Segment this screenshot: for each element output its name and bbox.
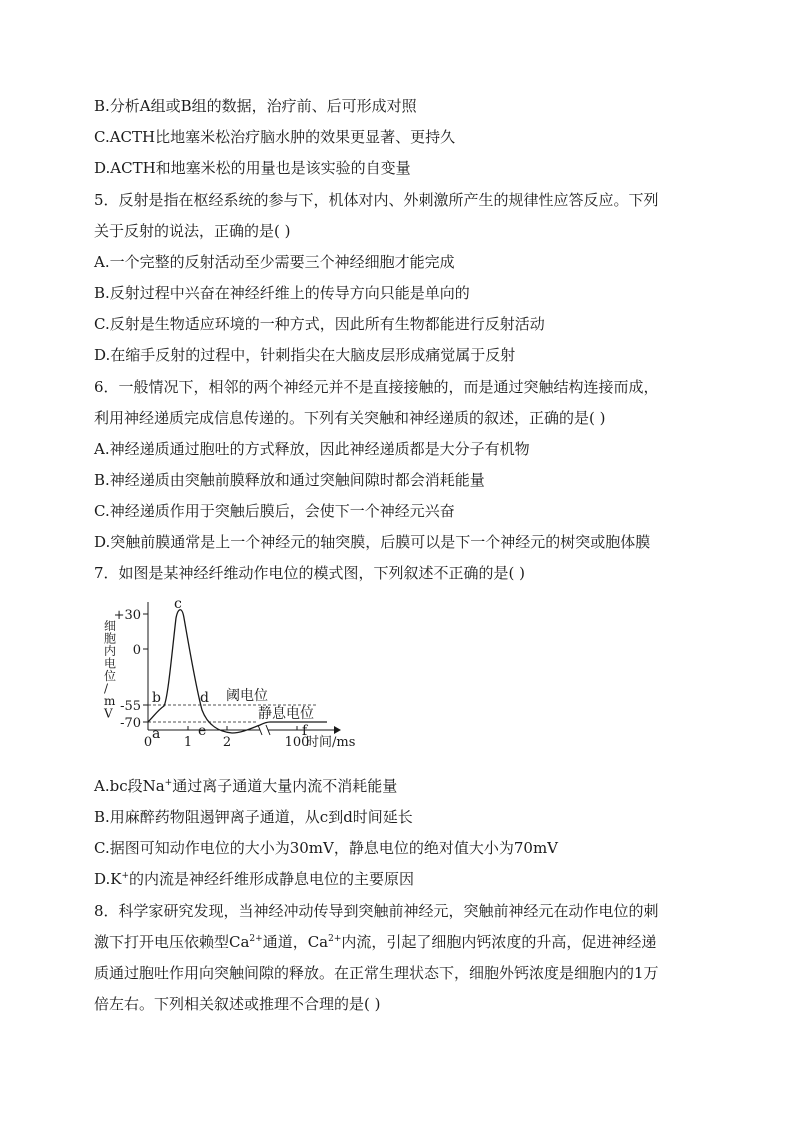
y-axis-label-char: m <box>104 694 116 708</box>
y-axis-label-char: 电 <box>104 656 117 671</box>
option-d-q4: D.ACTH和地塞米松的用量也是该实验的自变量 <box>94 159 411 177</box>
y-axis-label-char: 内 <box>104 644 117 658</box>
point-label-b: b <box>152 690 161 706</box>
x-axis-label: 时间/ms <box>306 735 356 750</box>
point-label-d: d <box>200 690 209 706</box>
point-label-a: a <box>152 726 161 742</box>
option-b-q6: B.神经递质由突触前膜释放和通过突触间隙时都会消耗能量 <box>94 471 485 489</box>
q8-pre: 激下打开电压依赖型Ca <box>94 933 250 951</box>
question-8-stem-2 <box>94 932 656 952</box>
resting-annotation: 静息电位 <box>258 706 314 722</box>
y-tick-label-1: 0 <box>132 643 141 658</box>
option-b-q5: B.反射过程中兴奋在神经纤维上的传导方向只能是单向的 <box>94 284 470 302</box>
na-charge: + <box>164 778 173 788</box>
point-label-e: e <box>198 723 207 739</box>
point-label-c: c <box>174 596 182 612</box>
option-c-q7: C.据图可知动作电位的大小为30mV，静息电位的绝对值大小为70mV <box>94 839 558 857</box>
q8-mid: 通道，Ca <box>262 933 329 951</box>
question-7-stem: 7．如图是某神经纤维动作电位的模式图，下列叙述不正确的是( ) <box>94 564 526 582</box>
y-tick-label-2: -55 <box>120 699 141 714</box>
y-tick-label-0: +30 <box>113 608 141 623</box>
action-potential-svg <box>92 592 382 772</box>
question-8-stem: 8．科学家研究发现，当神经冲动传导到突触前神经元，突触前神经元在动作电位的刺 <box>94 902 659 920</box>
option-d-q7-post: 的内流是神经纤维形成静息电位的主要原因 <box>129 870 415 888</box>
option-c-q4: C.ACTH比地塞米松治疗脑水肿的效果更显著、更持久 <box>94 128 456 146</box>
y-axis-label-char: 细 <box>104 619 117 633</box>
x-tick-label-1: 1 <box>183 735 193 750</box>
question-5-stem: 5．反射是指在枢经系统的参与下，机体对内、外刺激所产生的规律性应答反应。下列 <box>94 191 659 209</box>
y-axis-label-char: 位 <box>104 669 117 683</box>
question-8-stem-3: 质通过胞吐作用向突触间隙的释放。在正常生理状态下，细胞外钙浓度是细胞内的1万 <box>94 964 659 982</box>
question-6-stem-cont: 利用神经递质完成信息传递的。下列有关突触和神经递质的叙述，正确的是( ) <box>94 409 606 427</box>
q8-post: 内流，引起了细胞内钙浓度的升高，促进神经递 <box>341 933 657 951</box>
option-c-q5: C.反射是生物适应环境的一种方式，因此所有生物都能进行反射活动 <box>94 315 545 333</box>
question-8-stem-4: 倍左右。下列相关叙述或推理不合理的是( ) <box>94 995 381 1013</box>
option-a-q6: A.神经递质通过胞吐的方式释放，因此神经递质都是大分子有机物 <box>94 440 530 458</box>
option-a-q7-pre: A.bc段Na <box>94 777 165 795</box>
y-axis-label-char: V <box>104 706 113 721</box>
y-tick-label-3: -70 <box>120 716 141 731</box>
option-b-q4: B.分析A组或B组的数据，治疗前、后可形成对照 <box>94 97 417 115</box>
option-d-q6: D.突触前膜通常是上一个神经元的轴突膜，后膜可以是下一个神经元的树突或胞体膜 <box>94 533 651 551</box>
option-d-q7-pre: D.K <box>94 870 122 888</box>
y-axis-label <box>103 619 116 721</box>
threshold-annotation: 阈电位 <box>226 688 268 704</box>
y-axis-label-char: / <box>104 681 109 696</box>
question-5-stem-cont: 关于反射的说法，正确的是( ) <box>94 222 291 240</box>
k-charge: + <box>121 871 130 881</box>
option-a-q5: A.一个完整的反射活动至少需要三个神经细胞才能完成 <box>94 253 455 271</box>
question-6-stem: 6．一般情况下，相邻的两个神经元并不是直接接触的，而是通过突触结构连接而成， <box>94 378 659 396</box>
x-tick-label-0: 0 <box>143 735 153 750</box>
y-axis-label-char: 胞 <box>104 631 117 646</box>
ca-charge-2: 2+ <box>328 934 342 944</box>
x-axis-arrow <box>334 726 341 734</box>
ca-charge-1: 2+ <box>249 934 263 944</box>
option-b-q7: B.用麻醉药物阻遏钾离子通道，从c到d时间延长 <box>94 808 413 826</box>
option-c-q6: C.神经递质作用于突触后膜后，会使下一个神经元兴奋 <box>94 502 455 520</box>
option-a-q7-post: 通过离子通道大量内流不消耗能量 <box>172 777 398 795</box>
x-tick-label-3: 100 <box>284 735 310 750</box>
option-d-q5: D.在缩手反射的过程中，针刺指尖在大脑皮层形成痛觉属于反射 <box>94 346 516 364</box>
axis-break-mark <box>258 725 270 735</box>
x-tick-label-2: 2 <box>222 735 232 750</box>
action-potential-chart <box>92 592 382 772</box>
option-d-q7 <box>94 869 414 889</box>
option-a-q7 <box>94 776 397 796</box>
point-label-f: f <box>302 723 308 739</box>
